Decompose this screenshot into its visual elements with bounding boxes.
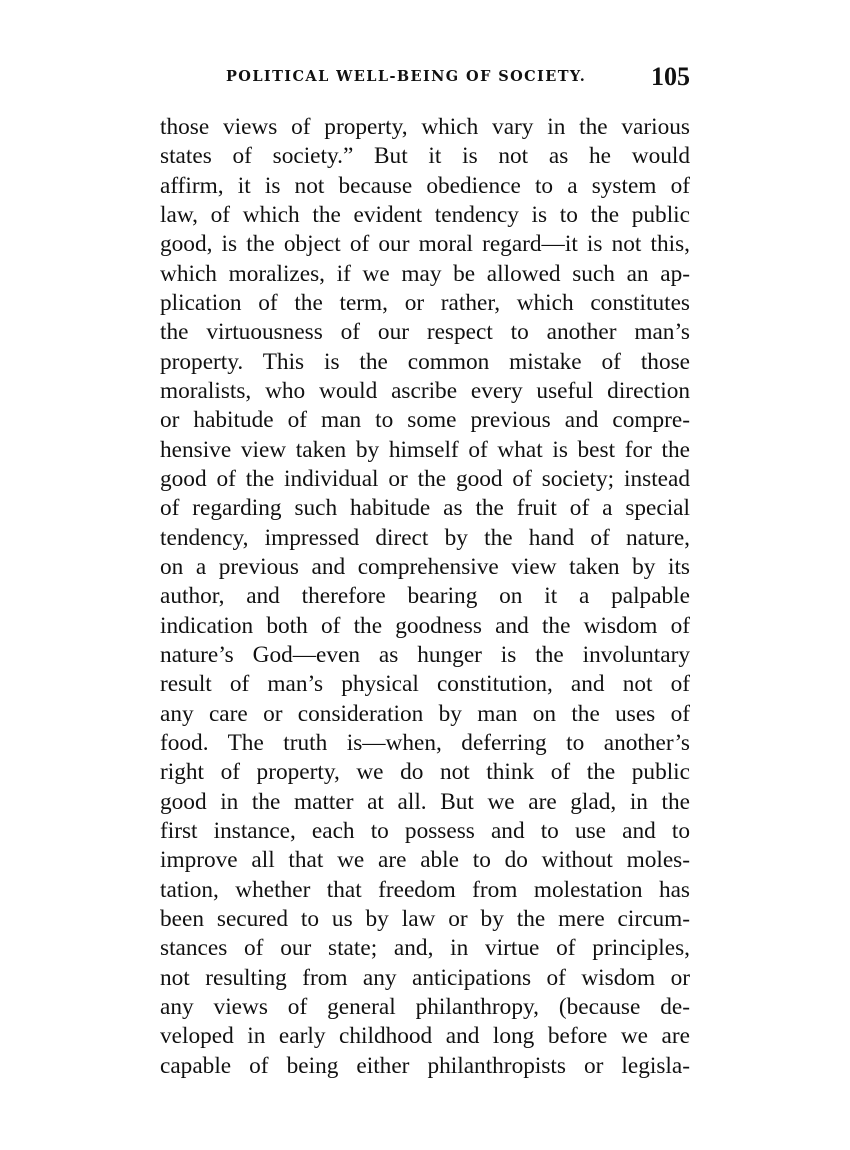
text-line: not resulting from any anticipations of wisdom or (160, 964, 690, 991)
text-line: states of society.” But it is not as he would (160, 143, 690, 170)
text-line: veloped in early childhood and long before we are (160, 1023, 690, 1050)
text-line: author, and therefore bearing on it a palpable (160, 583, 690, 610)
text-line: been secured to us by law or by the mere circum- (160, 905, 690, 932)
text-line: tendency, impressed direct by the hand of nature, (160, 524, 690, 551)
text-line: good, is the object of our moral regard—it is not this, (160, 231, 690, 258)
text-line: or habitude of man to some previous and compre- (160, 407, 690, 434)
text-line: food. The truth is—when, deferring to another’s (160, 729, 690, 756)
text-line: right of property, we do not think of the public (160, 759, 690, 786)
text-line: the virtuousness of our respect to another man’s (160, 319, 690, 346)
text-line: improve all that we are able to do without moles- (160, 847, 690, 874)
text-line: hensive view taken by himself of what is best for the (160, 436, 690, 463)
text-line: stances of our state; and, in virtue of principles, (160, 935, 690, 962)
text-line: law, of which the evident tendency is to the public (160, 201, 690, 228)
text-line: those views of property, which vary in the various (160, 114, 690, 140)
page-number: 105 (651, 62, 690, 91)
text-line: capable of being either philanthropists or legisla- (160, 1052, 690, 1079)
text-line: result of man’s physical constitution, and not of (160, 671, 690, 698)
text-line: indication both of the goodness and the wisdom of (160, 612, 690, 639)
text-line: good of the individual or the good of society; instead (160, 465, 690, 492)
text-line: tation, whether that freedom from molestation has (160, 876, 690, 903)
text-line: moralists, who would ascribe every useful direction (160, 377, 690, 404)
text-line: property. This is the common mistake of those (160, 348, 690, 375)
running-head (160, 62, 690, 98)
text-line: any care or consideration by man on the uses of (160, 700, 690, 727)
text-line: nature’s God—even as hunger is the involuntary (160, 641, 690, 668)
text-line: plication of the term, or rather, which constitutes (160, 289, 690, 316)
body-text (160, 113, 690, 1081)
text-line: any views of general philanthropy, (because de- (160, 993, 690, 1020)
running-title: POLITICAL WELL-BEING OF SOCIETY. (226, 68, 587, 85)
text-line: affirm, it is not because obedience to a system of (160, 172, 690, 199)
text-line: on a previous and comprehensive view taken by its (160, 553, 690, 580)
text-line: first instance, each to possess and to use and to (160, 817, 690, 844)
text-line: good in the matter at all. But we are glad, in the (160, 788, 690, 815)
text-line: which moralizes, if we may be allowed such an ap- (160, 260, 690, 287)
text-line: of regarding such habitude as the fruit of a special (160, 495, 690, 522)
